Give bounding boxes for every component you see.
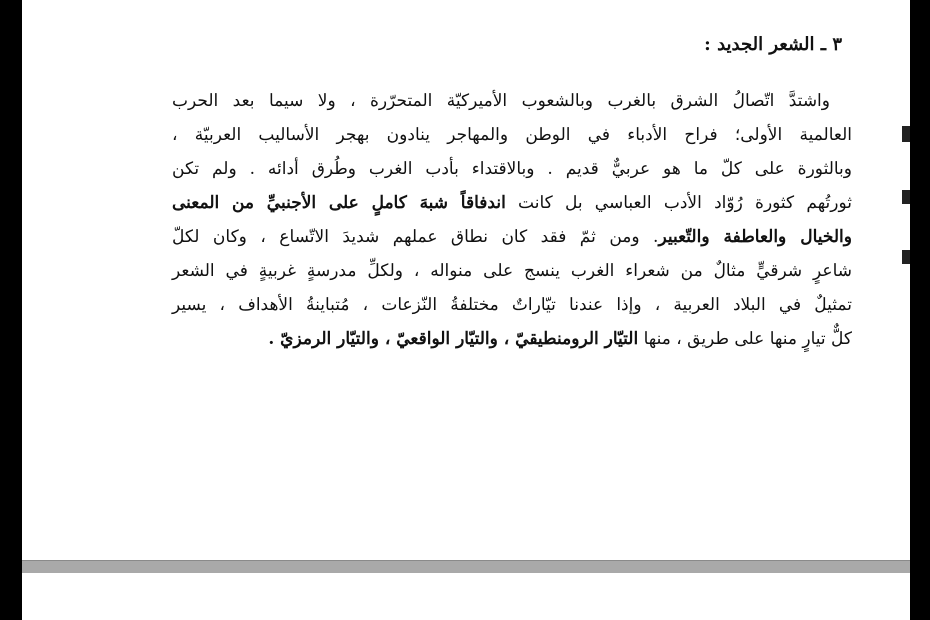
bold-text-run: التيّار الرومنطيقيّ ، والتيّار الواقعيّ ، والتيّار الرمزيّ .: [268, 329, 639, 349]
text-line: [172, 186, 852, 220]
section-heading: ٣ ـ الشعر الجديد :: [704, 34, 842, 55]
margin-mark: [902, 126, 910, 142]
text-line: [172, 84, 852, 118]
text-run: وبالثورة على كلّ ما هو عربيٌّ قديم . وبالاقتداء بأدب الغرب وطُرق أدائه . ولم تكن: [172, 159, 852, 179]
body-paragraph: [172, 84, 852, 356]
margin-mark: [902, 190, 910, 204]
text-line: [172, 254, 852, 288]
text-line: [172, 322, 852, 356]
text-line: [172, 118, 852, 152]
next-page-top: [22, 573, 910, 620]
text-run: كلٌّ تيارٍ منها على طريق ، منها: [638, 329, 852, 349]
bold-text-run: اندفاقاً شبهَ كاملٍ على الأجنبيِّ من المعنى: [172, 193, 506, 213]
margin-mark: [902, 250, 910, 264]
text-line: [172, 152, 852, 186]
text-line: [172, 220, 852, 254]
text-run: . ومن ثمّ فقد كان نطاق عملهم شديدَ الاتّساع ، وكان لكلّ: [172, 227, 659, 247]
text-run: العالمية الأولى؛ فراح الأدباء في الوطن والمهاجر ينادون بهجر الأساليب العربيّة ،: [172, 125, 852, 145]
text-run: تمثيلٌ في البلاد العربية ، وإذا عندنا تيّاراتٌ مختلفةُ النّزعات ، مُتباينةُ الأهداف ، يسير: [172, 295, 852, 315]
text-run: شاعرٍ شرقيٍّ مثالٌ من شعراء الغرب ينسج على منواله ، ولكلِّ مدرسةٍ غربيةٍ في الشعر: [172, 261, 852, 281]
document-page: [22, 0, 910, 560]
page-separator: [22, 560, 910, 573]
text-run: ثورتُهم كثورة رُوّاد الأدب العباسي بل كانت: [505, 193, 852, 213]
bold-text-run: والخيال والعاطفة والتّعبير: [658, 227, 852, 247]
text-run: واشتدَّ اتّصالُ الشرق بالغرب وبالشعوب الأميركيّة المتحرّرة ، ولا سيما بعد الحرب: [172, 91, 830, 111]
text-line: [172, 288, 852, 322]
